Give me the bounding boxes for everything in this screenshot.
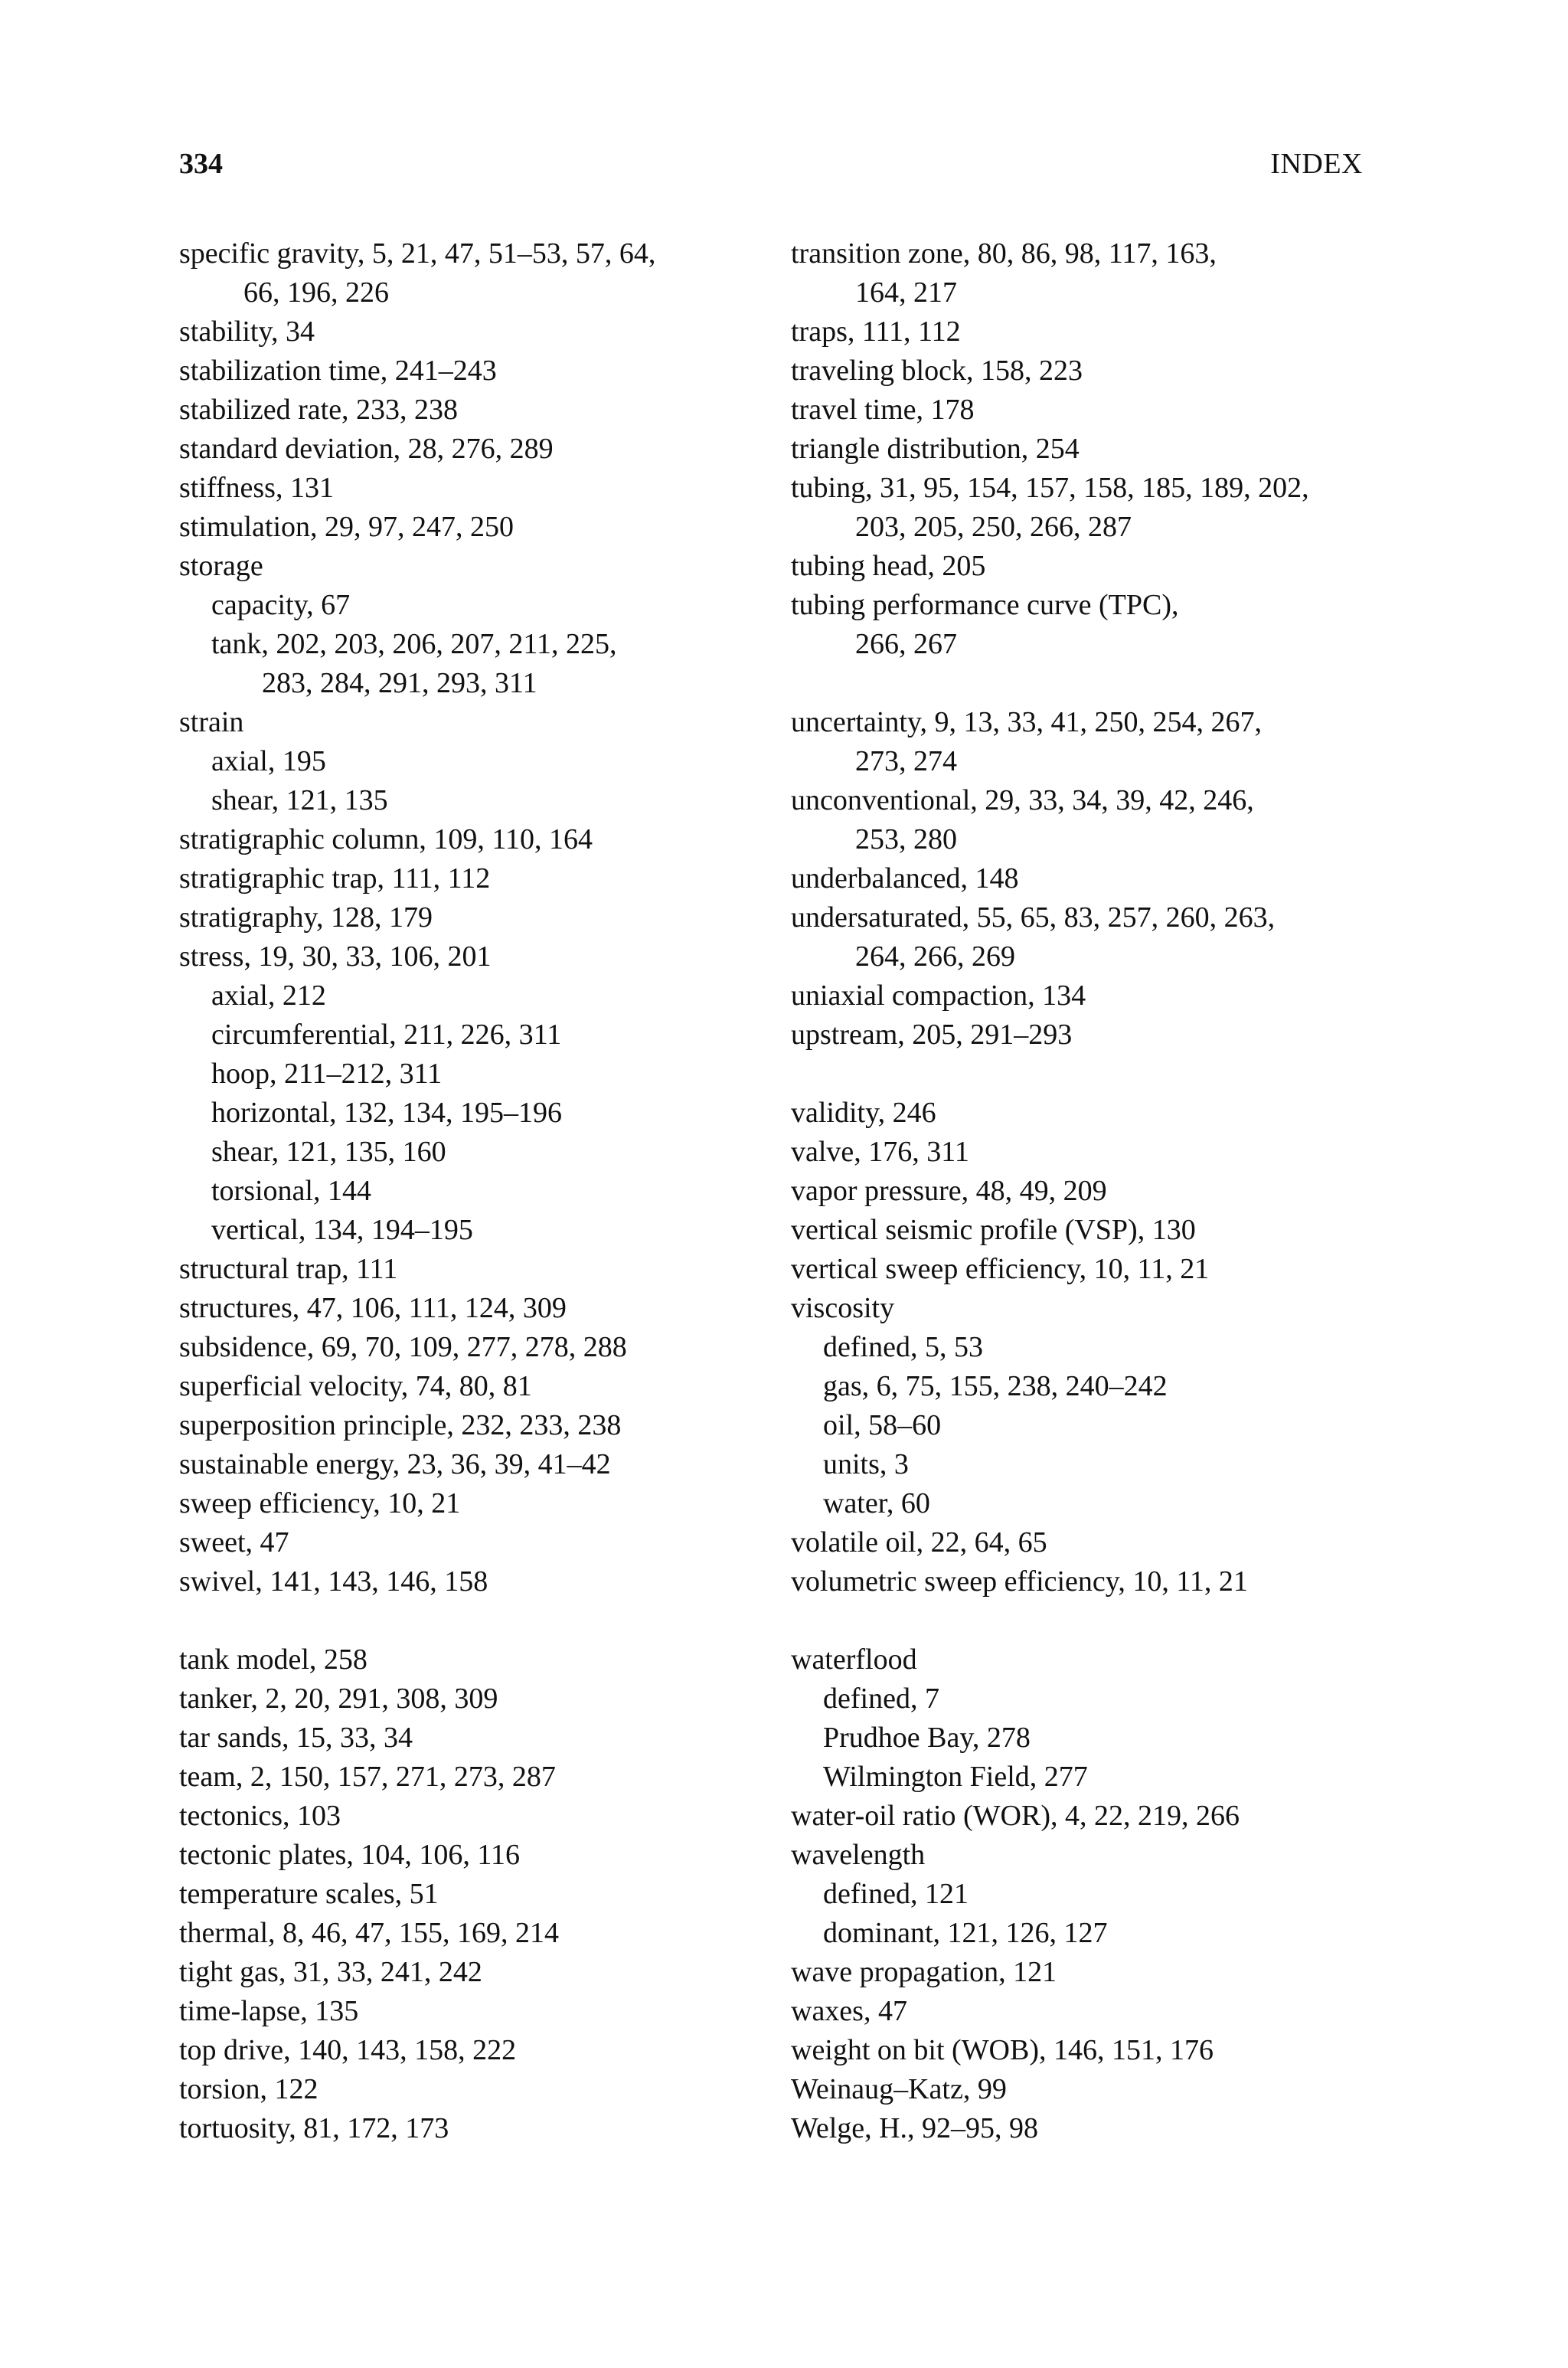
index-entry: standard deviation, 28, 276, 289 (179, 433, 554, 465)
index-entry: team, 2, 150, 157, 271, 273, 287 (179, 1761, 556, 1793)
index-entry: transition zone, 80, 86, 98, 117, 163, (791, 237, 1217, 270)
index-entry: waterflood (791, 1644, 917, 1676)
index-entry: volatile oil, 22, 64, 65 (791, 1526, 1047, 1558)
index-entry: temperature scales, 51 (179, 1878, 439, 1910)
index-entry: vertical sweep efficiency, 10, 11, 21 (791, 1253, 1210, 1285)
index-entry: viscosity (791, 1292, 895, 1324)
index-subentry: circumferential, 211, 226, 311 (211, 1019, 562, 1051)
index-subentry: axial, 195 (211, 745, 326, 777)
index-entry: time-lapse, 135 (179, 1995, 359, 2027)
running-head: INDEX (1270, 148, 1363, 180)
index-entry: swivel, 141, 143, 146, 158 (179, 1565, 488, 1598)
index-entry: tortuosity, 81, 172, 173 (179, 2112, 449, 2144)
index-entry-continuation: 273, 274 (855, 745, 957, 777)
page-number: 334 (179, 148, 223, 180)
index-subentry: water, 60 (823, 1487, 930, 1519)
index-entry: structural trap, 111 (179, 1253, 398, 1285)
index-entry: unconventional, 29, 33, 34, 39, 42, 246, (791, 784, 1254, 816)
index-entry: tectonics, 103 (179, 1800, 341, 1832)
index-entry: tubing, 31, 95, 154, 157, 158, 185, 189, 202, (791, 472, 1309, 504)
index-section-gap (179, 1601, 761, 1640)
index-entry: thermal, 8, 46, 47, 155, 169, 214 (179, 1917, 560, 1949)
index-entry: vertical seismic profile (VSP), 130 (791, 1214, 1196, 1246)
index-entry: tectonic plates, 104, 106, 116 (179, 1839, 520, 1871)
index-entry: sustainable energy, 23, 36, 39, 41–42 (179, 1448, 611, 1480)
index-entry: wave propagation, 121 (791, 1956, 1057, 1988)
index-entry: undersaturated, 55, 65, 83, 257, 260, 263, (791, 901, 1276, 934)
index-entry: waxes, 47 (791, 1995, 907, 2027)
index-entry: tar sands, 15, 33, 34 (179, 1722, 413, 1754)
index-subentry: defined, 5, 53 (823, 1331, 983, 1363)
index-entry: subsidence, 69, 70, 109, 277, 278, 288 (179, 1331, 627, 1363)
index-entry: superficial velocity, 74, 80, 81 (179, 1370, 532, 1402)
index-entry: traveling block, 158, 223 (791, 355, 1083, 387)
index-entry: tank model, 258 (179, 1644, 368, 1676)
index-entry: strain (179, 706, 244, 738)
index-entry: Weinaug–Katz, 99 (791, 2073, 1007, 2105)
index-entry: travel time, 178 (791, 394, 975, 426)
index-entry: tight gas, 31, 33, 241, 242 (179, 1956, 482, 1988)
index-subentry: vertical, 134, 194–195 (211, 1214, 473, 1246)
page-header (179, 147, 1363, 193)
index-entry-continuation: 203, 205, 250, 266, 287 (855, 511, 1132, 543)
index-entry-continuation: 264, 266, 269 (855, 940, 1015, 973)
index-subentry: dominant, 121, 126, 127 (823, 1917, 1108, 1949)
index-subentry: hoop, 211–212, 311 (211, 1058, 443, 1090)
index-subentry: Wilmington Field, 277 (823, 1761, 1088, 1793)
index-column-right (791, 234, 1373, 2148)
index-entry: stimulation, 29, 97, 247, 250 (179, 511, 514, 543)
index-entry: water-oil ratio (WOR), 4, 22, 219, 266 (791, 1800, 1240, 1832)
index-subentry: shear, 121, 135 (211, 784, 388, 816)
index-entry: tubing head, 205 (791, 550, 986, 582)
index-entry: superposition principle, 232, 233, 238 (179, 1409, 622, 1441)
index-entry: weight on bit (WOB), 146, 151, 176 (791, 2034, 1214, 2066)
index-entry: uncertainty, 9, 13, 33, 41, 250, 254, 267, (791, 706, 1262, 738)
index-entry: underbalanced, 148 (791, 862, 1019, 895)
index-subentry: axial, 212 (211, 980, 326, 1012)
index-entry: stratigraphy, 128, 179 (179, 901, 433, 934)
index-entry: triangle distribution, 254 (791, 433, 1080, 465)
index-entry: valve, 176, 311 (791, 1136, 969, 1168)
index-entry: tubing performance curve (TPC), (791, 589, 1179, 621)
index-section-gap (791, 1055, 1373, 1094)
index-entry: vapor pressure, 48, 49, 209 (791, 1175, 1107, 1207)
index-entry: stiffness, 131 (179, 472, 334, 504)
index-subentry: defined, 121 (823, 1878, 969, 1910)
index-entry: top drive, 140, 143, 158, 222 (179, 2034, 517, 2066)
index-entry: stability, 34 (179, 316, 315, 348)
index-entry-continuation: 164, 217 (855, 276, 957, 309)
index-subentry: shear, 121, 135, 160 (211, 1136, 446, 1168)
index-entry: sweet, 47 (179, 1526, 289, 1558)
index-entry: stratigraphic column, 109, 110, 164 (179, 823, 593, 855)
index-entry-continuation: 66, 196, 226 (243, 276, 389, 309)
index-entry-continuation: 266, 267 (855, 628, 957, 660)
index-entry-continuation: 283, 284, 291, 293, 311 (262, 667, 537, 699)
index-entry: validity, 246 (791, 1097, 936, 1129)
index-entry: uniaxial compaction, 134 (791, 980, 1086, 1012)
index-subentry: torsional, 144 (211, 1175, 371, 1207)
index-entry: tanker, 2, 20, 291, 308, 309 (179, 1683, 498, 1715)
index-entry-continuation: 253, 280 (855, 823, 957, 855)
index-section-gap (791, 1601, 1373, 1640)
index-subentry: gas, 6, 75, 155, 238, 240–242 (823, 1370, 1168, 1402)
index-subentry: defined, 7 (823, 1683, 939, 1715)
index-subentry: horizontal, 132, 134, 195–196 (211, 1097, 563, 1129)
index-entry: upstream, 205, 291–293 (791, 1019, 1073, 1051)
index-entry: storage (179, 550, 263, 582)
index-entry: Welge, H., 92–95, 98 (791, 2112, 1039, 2144)
index-entry: traps, 111, 112 (791, 316, 961, 348)
index-subentry: capacity, 67 (211, 589, 351, 621)
index-entry: volumetric sweep efficiency, 10, 11, 21 (791, 1565, 1248, 1598)
index-entry: torsion, 122 (179, 2073, 318, 2105)
index-entry: sweep efficiency, 10, 21 (179, 1487, 461, 1519)
index-entry: stabilization time, 241–243 (179, 355, 497, 387)
index-entry: stratigraphic trap, 111, 112 (179, 862, 491, 895)
index-entry: structures, 47, 106, 111, 124, 309 (179, 1292, 567, 1324)
index-entry: stabilized rate, 233, 238 (179, 394, 459, 426)
index-entry: stress, 19, 30, 33, 106, 201 (179, 940, 492, 973)
index-section-gap (791, 664, 1373, 703)
index-subentry: tank, 202, 203, 206, 207, 211, 225, (211, 628, 617, 660)
index-subentry: units, 3 (823, 1448, 909, 1480)
index-entry: wavelength (791, 1839, 926, 1871)
index-subentry: oil, 58–60 (823, 1409, 942, 1441)
index-subentry: Prudhoe Bay, 278 (823, 1722, 1031, 1754)
index-entry: specific gravity, 5, 21, 47, 51–53, 57, 64, (179, 237, 656, 270)
index-column-left (179, 234, 761, 2148)
